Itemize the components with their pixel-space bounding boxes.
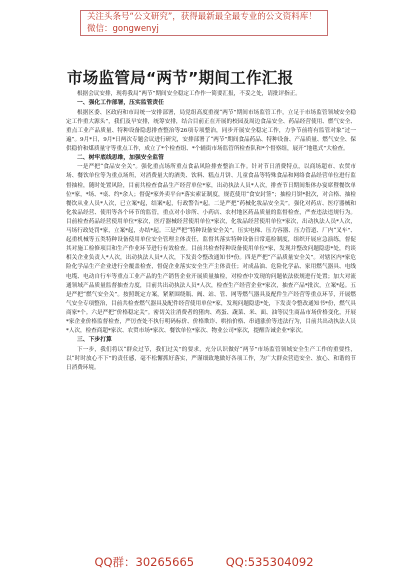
contact-footer [0,552,408,572]
section-heading: 三、下步打算 [77,337,112,344]
qq-number-label: QQ:535304092 [225,555,314,569]
qq-group-label: QQ群：30265665 [94,555,195,569]
body-paragraph: 下一步，我们将以“群众过节，我们过关”的要求，充分认识做好“两节”市场监管领域安全生产工作的重要性，以“时时放心不下”的责任感，毫不松懈抓好落实，严谨细致地做好各项工作，为广大群众营造安全、放心、和谐的节日消费环境。 [66,346,356,371]
section-heading: 二、树牢底线思维，加强安全监管 [77,154,164,161]
section-heading: 一、强化工作部署，压实监管责任 [77,100,164,107]
document-body [66,90,356,548]
document-title: 市场监管局“两节”期间工作汇报 [67,69,294,87]
promo-banner: 关注头条号“公文研究”，获得最新最全最专业的公文资料库！微信：gongwenyj [80,10,328,36]
body-paragraph: 根据会议安排，现将我局“两节”期间安全稳定工作作一简要汇报，不妥之处，请批评指正。 [77,91,301,97]
body-paragraph: 一是严把“食品安全关”。强化重点场所重点食品风险排查整治工作。针对节日消费特点，以商场超市、农贸市场、餐饮单位等为重点场所，对消费量大的酒类、饮料、糕点月饼、儿童食品等特殊食品和网络食品经营单位进行监督抽检，随时处置风险，目前共检查食品生产经营单位*家，出动执法人员*人次，排查节日期间集体办宴席暨餐饮单位*家，*场、*桌、约*余人；督促*家外卖平台*落实索证制度，规范使用“食安封签”；抽检月饼*批次，对合格、抽检餐饮从业人员*人次，已立案*起，结案*起，行政警告*起。二是严把“药械化妆品安全关”。强化对药店、医疗器械和化妆品经营、使用等各个环节的监管，重点对小诊所、小药店、农村地区药品质量的监督检查，严查违法违规行为。目前检查药品经营使用单位*家次，医疗器械经营使用单位*家次，化妆品经营使用单位*家次，出动执法人员*人次，马场行政处罚*家，立案*起，办结*起。三是严把“特种设备安全关”。压实电梯、压力容器、压力管道、厂内“叉车”、起重机械等五类特种设备使用单位安全管理主体责任，监督其落实特种设备日常巡检制度，组织开展应急演练，督促其对施工检修项目和生产作业环节进行有效检查。目前共检查特种设备使用单位*家，发现并整改问题隐患*处，约谈相关企业负责人*人次，出动执法人员*人次，下发责令整改通知书*份。四是严把“产品质量安全关”。对辖区内*家危险化学品生产企业进行全覆盖检查，督促企业落实安全生产主体责任；对成品油、危险化学品、家用燃气器具、电线电缆、电动自行车等重点工业产品的生产销售企业开展质量抽检，对检查中发现的问题依法依规进行处置；加大对流通领域产品质量监督抽查力度，目前共出动执法人员*人次，检查生产经营企业*家次，抽查产品*批次，立案*起。五是严把“燃气安全关”。按照既定方案，紧紧围绕瓶、阀、站、管、网等燃气器具及配件生产经营等重点环节，开展燃气安全专项整治，目前共检查燃气器具及配件经营使用单位*家，发现问题隐患*处，下发责令整改通知书*份，燃气具商家*个。六是严把“价格稳定关”。密切关注消费者的猪肉、鸡蛋、蔬菜、米、面、油等民生商品市场价格变化，开展*家企业价格监督检查，严厉查处不执行明码标价、价格欺诈、哄抬价格、串通涨价等违法行为，目前共出动执法人员*人次，检查商超*家次、农贸市场*家次、餐饮单位*家次、物业公司*家次，提醒告诫企业*家次。 [66,164,356,335]
body-paragraph: 根据区委、区政府和市局统一安排部署，局党组高度重视“两节”期间市场监管工作，立足于市场监管领域安全稳定工作重大源头”，我们及早安排，统筹安排，结合目前正在开展的校园及周边食品安全、药品经营使用、燃气安全、重点工业产品质量、特种设备隐患排查整治等26项专项整治，同步开展安全稳定工作，力争节前将有监管对象“过一遍”。9月*日，9月*日两次专题会议进行研究，安排部署了“两节”期间食品药品、特种设备、产品质量、燃气安全、保供稳价和煤质量守等重点工作，成立了*个检查组、*个辅街市场监管所检查队和*个督察组，展开“地毯式”大检查。 [66,109,356,152]
